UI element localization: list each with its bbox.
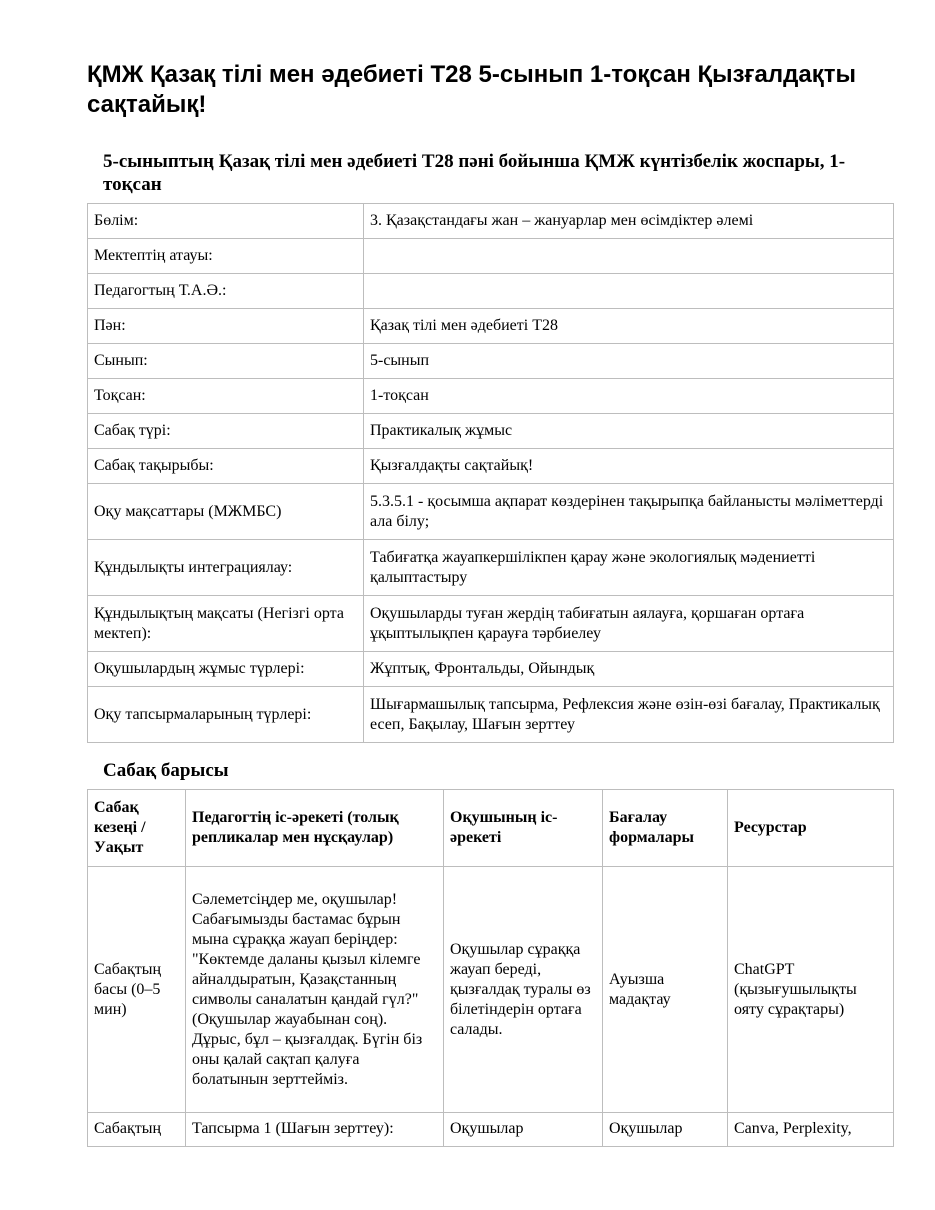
info-row — [88, 204, 894, 239]
lesson-cell-teacher: Сәлеметсіңдер ме, оқушылар! Сабағымызды бастамас бұрын мына сұраққа жауап беріңдер: "Көктемде даланы қызыл кілемге айналдыратын, Қазақстанның символы саналатын қандай гүл?" (Оқушылар жауабынан соң). Дұрыс, бұл – қызғалдақ. Бүгін біз оны қалай сақтап қалуға болатынын зерттейміз. — [186, 867, 444, 1113]
info-label: Құндылықтың мақсаты (Негізгі орта мектеп): — [88, 596, 364, 652]
info-row — [88, 596, 894, 652]
lesson-cell-resources: ChatGPT (қызығушылықты ояту сұрақтары) — [728, 867, 894, 1113]
info-row — [88, 309, 894, 344]
info-row — [88, 484, 894, 540]
lesson-cell-resources: Canva, Perplexity, — [728, 1113, 894, 1147]
info-row — [88, 449, 894, 484]
document-subtitle: 5-сыныптың Қазақ тілі мен әдебиеті Т28 пәні бойынша ҚМЖ күнтізбелік жоспары, 1-тоқсан — [103, 151, 846, 195]
info-value: 5.3.5.1 - қосымша ақпарат көздерінен тақырыпқа байланысты мәліметтерді ала білу; — [364, 484, 894, 540]
info-value: Оқушыларды туған жердің табиғатын аялауға, қоршаған ортаға ұқыптылықпен қарауға тәрбиелеу — [364, 596, 894, 652]
header-teacher: Педагогтің іс-әрекеті (толық репликалар мен нұсқаулар) — [186, 790, 444, 867]
info-value: Практикалық жұмыс — [364, 414, 894, 449]
lesson-cell-student: Оқушылар сұраққа жауап береді, қызғалдақ туралы өз білетіндерін ортаға салады. — [444, 867, 603, 1113]
info-value: 1-тоқсан — [364, 379, 894, 414]
lesson-cell-stage: Сабақтың басы (0–5 мин) — [88, 867, 186, 1113]
info-value: 3. Қазақстандағы жан – жануарлар мен өсімдіктер әлемі — [364, 204, 894, 239]
info-label: Педагогтың Т.А.Ә.: — [88, 274, 364, 309]
info-label: Пән: — [88, 309, 364, 344]
info-label: Оқу тапсырмаларының түрлері: — [88, 687, 364, 743]
info-row — [88, 379, 894, 414]
header-resources: Ресурстар — [728, 790, 894, 867]
info-row — [88, 414, 894, 449]
info-row — [88, 687, 894, 743]
info-label: Мектептің атауы: — [88, 239, 364, 274]
document-title: ҚМЖ Қазақ тілі мен әдебиеті Т28 5-сынып 1-тоқсан Қызғалдақты сақтайық! — [87, 61, 856, 118]
info-value: Қызғалдақты сақтайық! — [364, 449, 894, 484]
info-row — [88, 344, 894, 379]
info-label: Сынып: — [88, 344, 364, 379]
header-stage: Сабақ кезеңі / Уақыт — [88, 790, 186, 867]
info-value: Жұптық, Фронтальды, Ойындық — [364, 652, 894, 687]
info-label: Сабақ тақырыбы: — [88, 449, 364, 484]
lesson-cell-assessment: Оқушылар — [603, 1113, 728, 1147]
lesson-row — [88, 1113, 894, 1147]
info-row — [88, 652, 894, 687]
info-label: Бөлім: — [88, 204, 364, 239]
info-label: Сабақ түрі: — [88, 414, 364, 449]
lesson-info-table — [87, 203, 894, 743]
info-value — [364, 274, 894, 309]
info-row — [88, 239, 894, 274]
info-value: Табиғатқа жауапкершілікпен қарау және экологиялық мәдениетті қалыптастыру — [364, 540, 894, 596]
lesson-row — [88, 867, 894, 1113]
info-label: Оқушылардың жұмыс түрлері: — [88, 652, 364, 687]
lesson-progress-table — [87, 789, 894, 1147]
info-label: Тоқсан: — [88, 379, 364, 414]
info-label: Құндылықты интеграциялау: — [88, 540, 364, 596]
lesson-progress-title: Сабақ барысы — [103, 760, 229, 781]
lesson-header-row — [88, 790, 894, 867]
header-student: Оқушының іс-әрекеті — [444, 790, 603, 867]
lesson-cell-assessment: Ауызша мадақтау — [603, 867, 728, 1113]
lesson-cell-stage: Сабақтың — [88, 1113, 186, 1147]
info-row — [88, 274, 894, 309]
header-assessment: Бағалау формалары — [603, 790, 728, 867]
info-value: Қазақ тілі мен әдебиеті Т28 — [364, 309, 894, 344]
info-row — [88, 540, 894, 596]
lesson-cell-student: Оқушылар — [444, 1113, 603, 1147]
info-value — [364, 239, 894, 274]
lesson-cell-teacher: Тапсырма 1 (Шағын зерттеу): — [186, 1113, 444, 1147]
info-value: 5-сынып — [364, 344, 894, 379]
info-label: Оқу мақсаттары (МЖМБС) — [88, 484, 364, 540]
info-value: Шығармашылық тапсырма, Рефлексия және өзін-өзі бағалау, Практикалық есеп, Бақылау, Шағын зерттеу — [364, 687, 894, 743]
